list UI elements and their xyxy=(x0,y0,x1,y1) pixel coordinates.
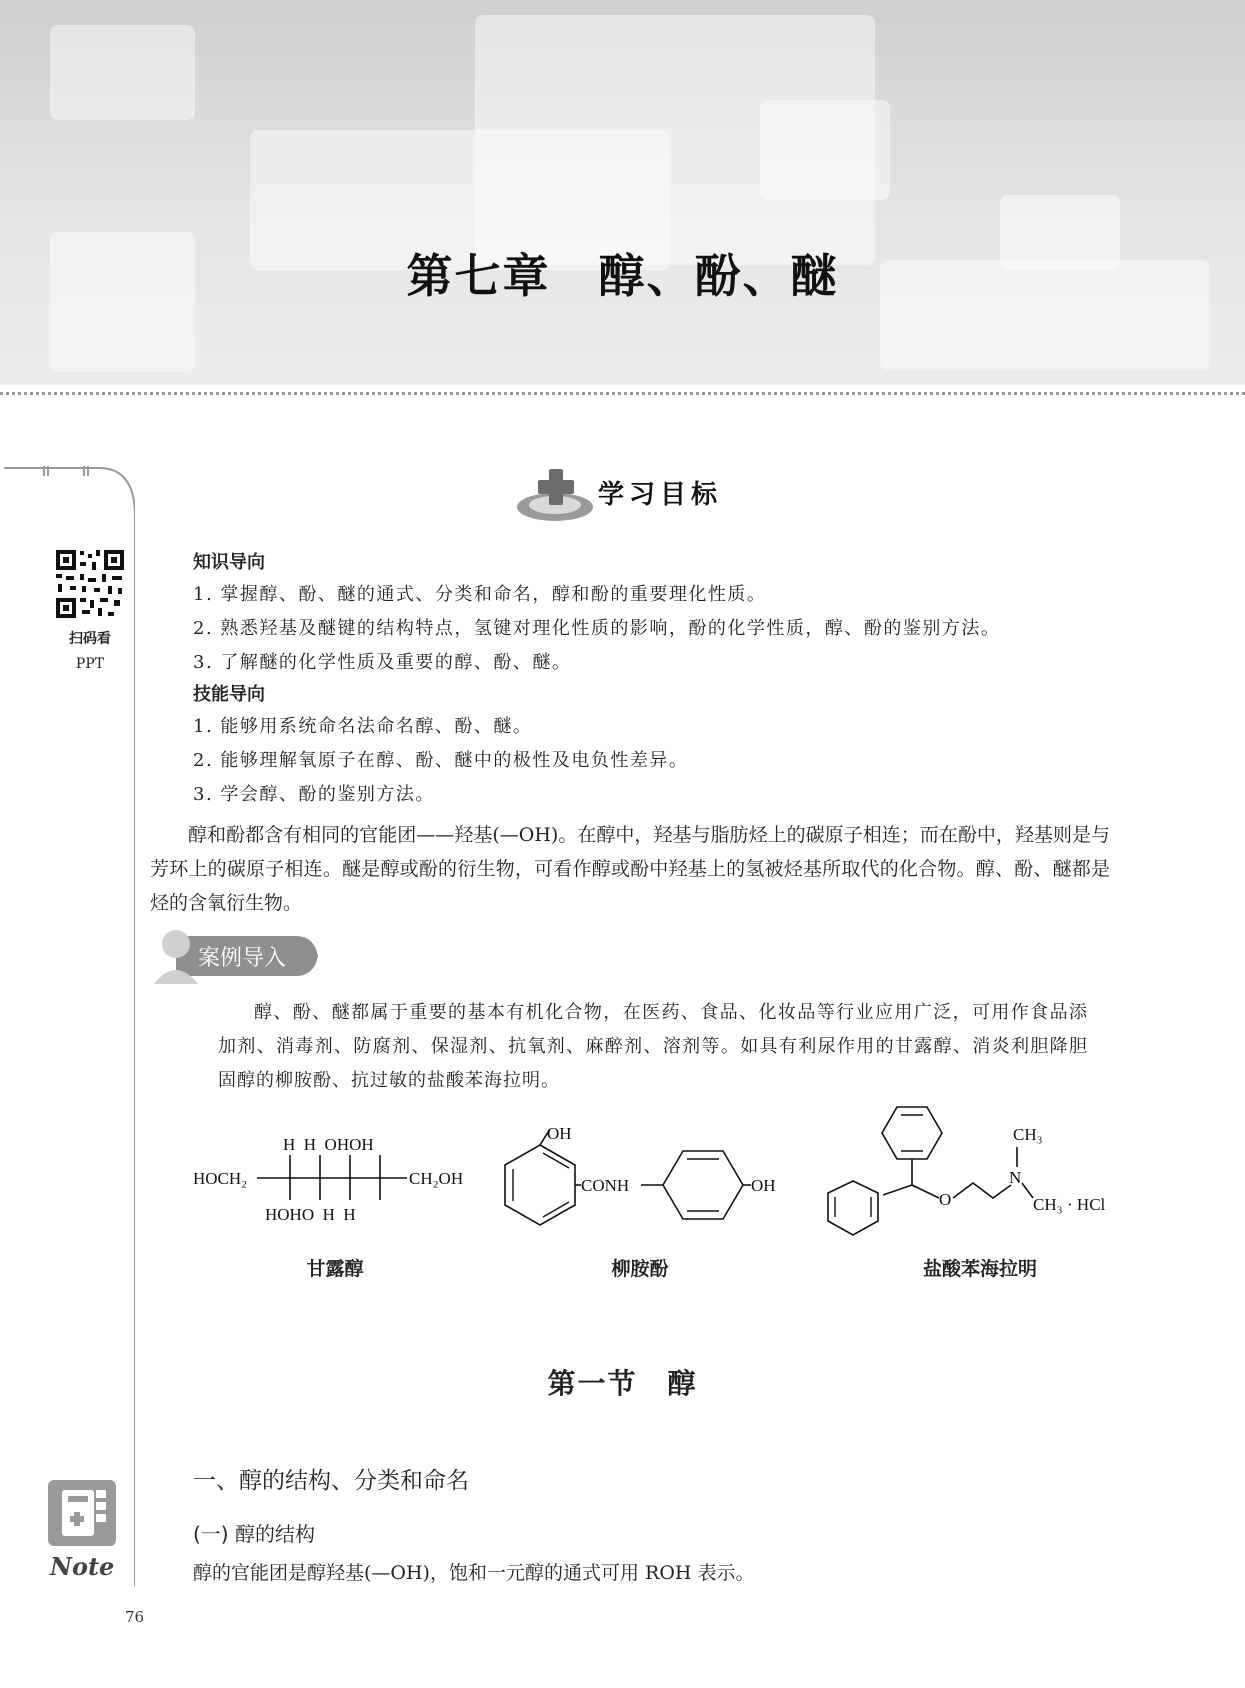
section-text: 醇的官能团是醇羟基(—OH)，饱和一元醇的通式可用 ROH 表示。 xyxy=(193,1562,755,1584)
list-item: 2. 熟悉羟基及醚键的结构特点，氢键对理化性质的影响，酚的化学性质，醇、酚的鉴别方法。 xyxy=(193,618,1001,639)
objectives-icon xyxy=(515,463,595,527)
diphenhydramine-n: N xyxy=(1009,1168,1022,1187)
note-icon xyxy=(46,1478,120,1548)
mannitol-caption: 甘露醇 xyxy=(306,1258,364,1280)
list-item: 1. 掌握醇、酚、醚的通式、分类和命名，醇和酚的重要理化性质。 xyxy=(193,584,767,605)
diphenhydramine-salt: · HCl xyxy=(1067,1195,1106,1214)
objectives-banner: 学习目标 xyxy=(598,480,723,510)
section-heading-1: 一、醇的结构、分类和命名 xyxy=(193,1468,469,1494)
mannitol-bottom: HOHO H H xyxy=(265,1205,356,1224)
section-heading-2: (一) 醇的结构 xyxy=(193,1522,315,1546)
diphenhydramine-structure xyxy=(815,1095,1120,1245)
case-paragraph: 醇、酚、醚都属于重要的基本有机化合物，在医药、食品、化妆品等行业应用广泛，可用作食品添加剂、消毒剂、防腐剂、保湿剂、抗氧剂、麻醉剂、溶剂等。如具有利尿作用的甘露醇、消炎利胆降胆固醇的柳胺酚、抗过敏的盐酸苯海拉明。 xyxy=(218,1002,1088,1091)
decor-tile xyxy=(760,100,890,200)
chapter-title: 第七章 醇、酚、醚 xyxy=(406,249,839,303)
salicylamide-oh-top: OH xyxy=(547,1125,572,1143)
mannitol-left: HOCH₂ xyxy=(193,1169,248,1188)
intro-paragraph: 醇和酚都含有相同的官能团——羟基(—OH)。在醇中，羟基与脂肪烃上的碳原子相连；而在酚中，羟基则是与芳环上的碳原子相连。醚是醇或酚的衍生物，可看作醇或酚中羟基上的氢被烃基所取代的化合物。醇、酚、醚都是烃的含氧衍生物。 xyxy=(150,824,1110,914)
section-title: 第一节 醇 xyxy=(547,1367,698,1400)
salicylamide-caption: 柳胺酚 xyxy=(611,1258,669,1280)
qr-sublabel: PPT xyxy=(75,656,105,672)
header-divider xyxy=(0,392,1245,395)
salicylamide-oh-right: OH xyxy=(751,1176,776,1195)
diphenhydramine-o: O xyxy=(939,1190,952,1209)
note-label: Note xyxy=(50,1552,115,1581)
page-number: 76 xyxy=(125,1608,145,1626)
skill-list xyxy=(193,710,1113,812)
diphenhydramine-ch3-right: CH₃ xyxy=(1033,1195,1063,1214)
decor-tile xyxy=(50,25,195,120)
list-item: 3. 学会醇、酚的鉴别方法。 xyxy=(193,784,435,805)
diphenhydramine-ch3-top: CH₃ xyxy=(1013,1125,1043,1144)
mannitol-top: H H OHOH xyxy=(283,1135,374,1154)
skill-heading: 技能导向 xyxy=(193,684,265,705)
mannitol-right: CH₂OH xyxy=(409,1169,464,1188)
mannitol-structure xyxy=(185,1100,485,1240)
salicylamide-link: CONH xyxy=(581,1176,630,1195)
list-item: 2. 能够理解氧原子在醇、酚、醚中的极性及电负性差异。 xyxy=(193,750,689,771)
case-banner: 案例导入 xyxy=(198,946,287,971)
qr-code[interactable] xyxy=(54,548,126,620)
list-item: 1. 能够用系统命名法命名醇、酚、醚。 xyxy=(193,716,533,737)
salicylamide-structure xyxy=(495,1125,785,1255)
chapter-header xyxy=(0,0,1245,385)
qr-label: 扫码看 xyxy=(69,631,111,647)
knowledge-list xyxy=(193,578,1113,680)
knowledge-heading: 知识导向 xyxy=(193,552,265,573)
diphenhydramine-caption: 盐酸苯海拉明 xyxy=(922,1258,1037,1280)
list-item: 3. 了解醚的化学性质及重要的醇、酚、醚。 xyxy=(193,652,572,673)
